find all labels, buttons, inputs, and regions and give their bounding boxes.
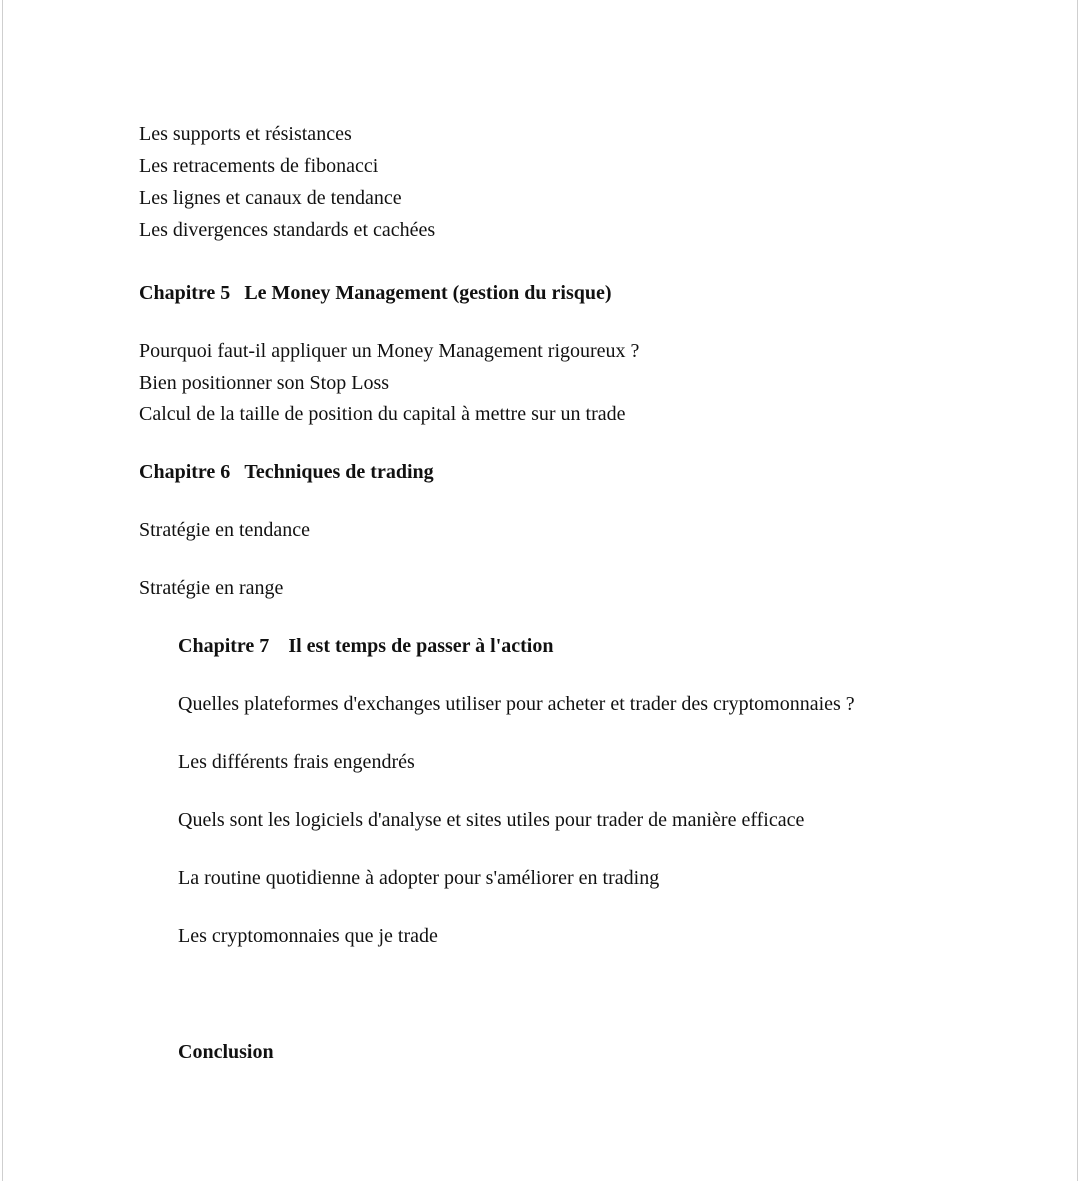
chapter-7-title: Il est temps de passer à l'action [288, 635, 554, 657]
chapter-6-number: Chapitre 6 [139, 461, 231, 483]
toc-item: Les cryptomonnaies que je trade [178, 925, 438, 947]
toc-item: Calcul de la taille de position du capital à mettre sur un trade [139, 403, 626, 425]
toc-item: Les divergences standards et cachées [139, 219, 436, 241]
toc-item: Bien positionner son Stop Loss [139, 372, 390, 394]
toc-item: Les différents frais engendrés [178, 751, 415, 773]
toc-item: Quels sont les logiciels d'analyse et sites utiles pour trader de manière efficace [178, 809, 805, 831]
toc-item: La routine quotidienne à adopter pour s'améliorer en trading [178, 867, 660, 889]
chapter-6-heading [139, 460, 434, 484]
chapter-5-title: Le Money Management (gestion du risque) [244, 282, 612, 304]
toc-item: Les retracements de fibonacci [139, 155, 379, 177]
chapter-7-number: Chapitre 7 [178, 635, 270, 657]
conclusion-heading: Conclusion [178, 1041, 274, 1063]
toc-item: Pourquoi faut-il appliquer un Money Management rigoureux ? [139, 340, 640, 362]
toc-item: Stratégie en range [139, 577, 284, 599]
toc-item: Quelles plateformes d'exchanges utiliser pour acheter et trader des cryptomonnaies ? [178, 693, 855, 715]
toc-item: Les lignes et canaux de tendance [139, 187, 402, 209]
chapter-7-heading [178, 634, 554, 658]
toc-item: Les supports et résistances [139, 123, 352, 145]
toc-item: Stratégie en tendance [139, 519, 311, 541]
chapter-5-number: Chapitre 5 [139, 282, 231, 304]
chapter-5-heading [139, 281, 612, 305]
document-page [2, 0, 1078, 1181]
chapter-6-title: Techniques de trading [244, 461, 434, 483]
